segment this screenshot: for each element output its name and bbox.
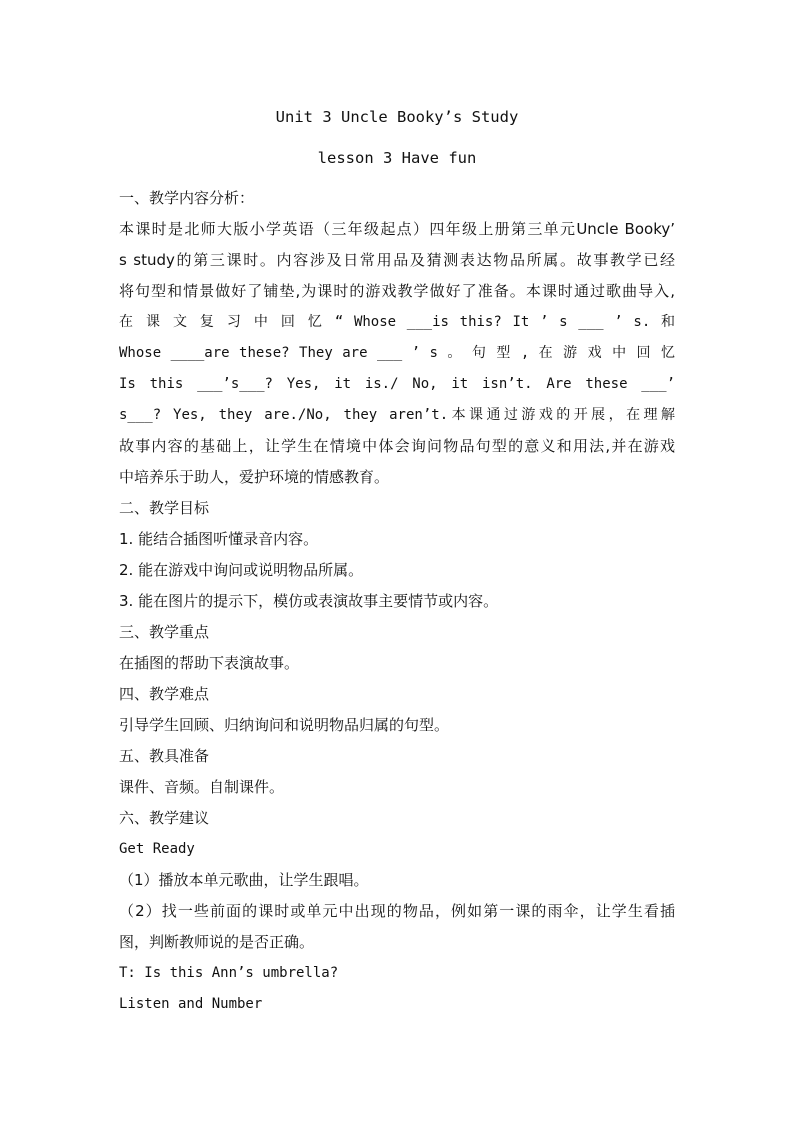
paragraph-line: 在 课 文 复 习 中 回 忆 “ Whose ___is this? It ’ s ___ ’ s. 和 xyxy=(119,314,675,330)
section-heading: 六、教学建议 xyxy=(119,809,210,827)
subheading: Get Ready xyxy=(119,841,195,857)
list-item: （1）播放本单元歌曲，让学生跟唱。 xyxy=(119,871,369,889)
list-item: （2）找一些前面的课时或单元中出现的物品，例如第一课的雨伞，让学生看插 xyxy=(119,902,675,920)
paragraph-line: 将句型和情景做好了铺垫,为课时的游戏教学做好了准备。本课时通过歌曲导入, xyxy=(119,282,675,300)
paragraph-line: 本课时是北师大版小学英语（三年级起点）四年级上册第三单元Uncle Booky’ xyxy=(119,220,675,238)
section-heading: 四、教学难点 xyxy=(119,685,210,703)
paragraph-line: 中培养乐于助人，爱护环境的情感教育。 xyxy=(119,468,390,486)
list-item: 3. 能在图片的提示下，模仿或表演故事主要情节或内容。 xyxy=(119,592,499,610)
list-item: 2. 能在游戏中询问或说明物品所属。 xyxy=(119,561,364,579)
paragraph-line: 图，判断教师说的是否正确。 xyxy=(119,933,315,951)
subheading: Listen and Number xyxy=(119,996,263,1012)
paragraph-line: 引导学生回顾、归纳询问和说明物品归属的句型。 xyxy=(119,716,450,734)
paragraph-line: Whose ____are these? They are ___ ’ s 。 句 型 , 在 游 戏 中 回 忆 xyxy=(119,345,675,361)
section-heading: 二、教学目标 xyxy=(119,499,210,517)
paragraph-line: 在插图的帮助下表演故事。 xyxy=(119,654,300,672)
paragraph-line: Is this ___’s___? Yes, it is./ No, it isn’t. Are these ___’ xyxy=(119,376,675,392)
document-subtitle: lesson 3 Have fun xyxy=(317,149,477,167)
list-item: 1. 能结合插图听懂录音内容。 xyxy=(119,530,319,548)
document-title: Unit 3 Uncle Booky’s Study xyxy=(275,108,519,126)
paragraph-line: s___? Yes, they are./No, they aren’t.本课通过游戏的开展，在理解 xyxy=(119,407,675,423)
dialogue-line: T: Is this Ann’s umbrella? xyxy=(119,965,339,981)
document-body xyxy=(119,183,675,1020)
paragraph-line: s study的第三课时。内容涉及日常用品及猜测表达物品所属。故事教学已经 xyxy=(119,251,675,269)
section-heading: 三、教学重点 xyxy=(119,623,210,641)
paragraph-line: 故事内容的基础上，让学生在情境中体会询问物品句型的意义和用法,并在游戏 xyxy=(119,437,675,455)
section-heading: 五、教具准备 xyxy=(119,747,210,765)
section-heading: 一、教学内容分析： xyxy=(119,189,255,207)
paragraph-line: 课件、音频。自制课件。 xyxy=(119,778,285,796)
